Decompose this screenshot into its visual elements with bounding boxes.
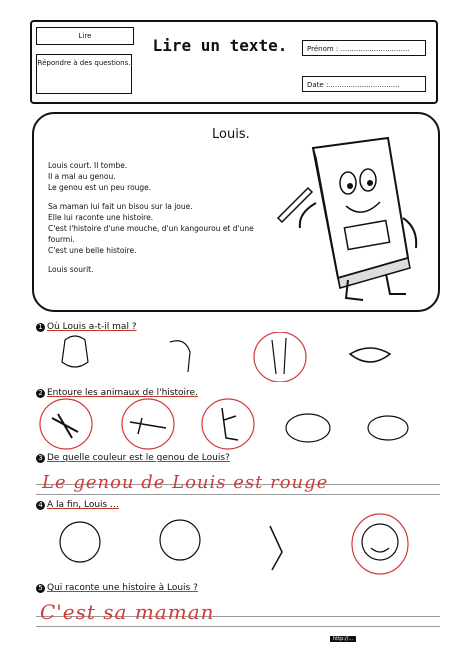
question-2 (36, 388, 198, 398)
mouth-image (350, 348, 390, 362)
story-line: Louis court. Il tombe. (48, 161, 128, 170)
answer-circle (122, 399, 174, 449)
question-text: A la fin, Louis ... (47, 500, 119, 510)
question-3 (36, 453, 230, 463)
answer-q5[interactable]: C'est sa maman (40, 600, 215, 624)
question-number: 1 (36, 323, 45, 332)
knee-image (272, 338, 286, 374)
story-line: Il a mal au genou. (48, 172, 116, 181)
fly-image (52, 414, 78, 438)
answer-line (36, 494, 440, 495)
repondre-label: Répondre à des questions. (36, 54, 132, 94)
question-text: Entoure les animaux de l'histoire. (47, 388, 198, 398)
question-number: 3 (36, 454, 45, 463)
sad-face-image (160, 520, 200, 560)
question-number: 5 (36, 584, 45, 593)
story-text (48, 160, 278, 275)
kangaroo-image (222, 408, 238, 440)
question-1 (36, 322, 137, 332)
story-line: Elle lui raconte une histoire. (48, 213, 154, 222)
story-line: C'est l'histoire d'une mouche, d'un kangourou et d'une fourmi. (48, 224, 254, 244)
answer-line (36, 626, 440, 627)
answer-circle (40, 399, 92, 449)
story-line: Louis sourit. (48, 265, 94, 274)
answer-circle (254, 332, 306, 382)
page-title: Lire un texte. (152, 36, 288, 55)
answer-q3[interactable]: Le genou de Louis est rouge (42, 472, 329, 493)
mouse-image (368, 416, 408, 440)
face-image (170, 341, 190, 372)
ant-image (130, 418, 166, 434)
question-5 (36, 583, 198, 593)
question-4 (36, 500, 119, 510)
date-field[interactable]: Date :................................ (302, 76, 426, 92)
question-text: Où Louis a-t-il mal ? (47, 322, 137, 332)
story-line: C'est une belle histoire. (48, 246, 137, 255)
smiling-face-image (362, 524, 398, 560)
angry-boy-image (270, 526, 282, 570)
louis-faces-images (40, 512, 440, 576)
answer-circle (202, 399, 254, 449)
question-number: 2 (36, 389, 45, 398)
answer-circle (352, 514, 408, 574)
story-line: Le genou est un peu rouge. (48, 183, 152, 192)
question-text: De quelle couleur est le genou de Louis? (47, 453, 230, 463)
prenom-field[interactable]: Prénom : ............................... (302, 40, 426, 56)
animals-images (38, 398, 438, 450)
sheep-image (286, 414, 330, 442)
question-number: 4 (36, 501, 45, 510)
neck-image (62, 336, 88, 367)
question-text: Qui raconte une histoire à Louis ? (47, 583, 198, 593)
book-mascot-illustration (268, 128, 433, 303)
lire-label: Lire (36, 27, 134, 45)
footer-url: http://... (330, 636, 356, 642)
story-title: Louis. (212, 127, 250, 142)
story-line: Sa maman lui fait un bisou sur la joue. (48, 202, 193, 211)
body-parts-images (40, 332, 440, 382)
crying-face-image (60, 522, 100, 562)
